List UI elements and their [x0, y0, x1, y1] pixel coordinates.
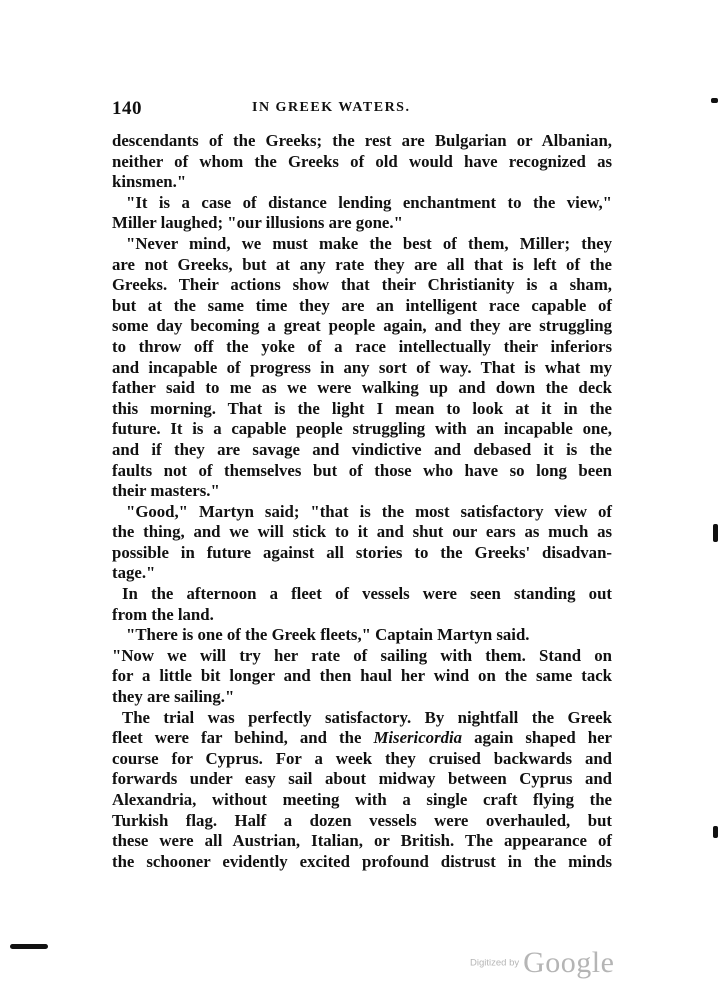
margin-speck — [711, 98, 718, 103]
text-line: Alexandria, without meeting with a single craft flying the — [112, 790, 612, 809]
body-text — [112, 131, 612, 872]
text-run: fleet were far behind, and the — [112, 728, 374, 748]
text-line: the thing, and we will stick to it and shut our ears as much as — [112, 522, 612, 542]
text-line: their masters." — [112, 481, 220, 501]
text-line: faults not of themselves but of those who have so long been — [112, 460, 612, 480]
text-line: Greeks. Their actions show that their Christianity is a sham, — [112, 275, 612, 295]
text-line: this morning. That is the light I mean to look at it in the — [112, 398, 612, 418]
text-line — [112, 728, 612, 749]
text-line: descendants of the Greeks; the rest are Bulgarian or Albanian, — [112, 131, 612, 150]
text-line: these were all Austrian, Italian, or British. The appearance of — [112, 831, 612, 851]
text-line: "Now we will try her rate of sailing with them. Stand on — [112, 645, 612, 665]
text-line: possible in future against all stories to the Greeks' disadvan- — [112, 542, 612, 562]
text-line: Miller laughed; "our illusions are gone." — [112, 213, 403, 233]
text-line: for a little bit longer and then haul her wind on the same tack — [112, 666, 612, 686]
text-line: kinsmen." — [112, 172, 187, 192]
text-line: are not Greeks, but at any rate they are all that is left of the — [112, 254, 612, 274]
text-line: they are sailing." — [112, 687, 235, 707]
text-line: course for Cyprus. For a week they cruised backwards and — [112, 748, 612, 768]
text-line: tage." — [112, 563, 156, 583]
digitized-watermark — [470, 946, 614, 980]
text-line: "It is a case of distance lending enchantment to the view," — [126, 192, 612, 212]
text-line: "There is one of the Greek fleets," Captain Martyn said. — [126, 625, 530, 645]
running-head: IN GREEK WATERS. — [252, 100, 411, 115]
text-line: the schooner evidently excited profound distrust in the minds — [112, 851, 612, 871]
text-line: neither of whom the Greeks of old would have recognized as — [112, 151, 612, 171]
text-run: again shaped her — [462, 728, 612, 748]
text-line: future. It is a capable people struggling with an incapable one, — [112, 419, 612, 439]
text-line: from the land. — [112, 604, 214, 624]
page-number: 140 — [112, 98, 142, 119]
margin-speck — [713, 524, 718, 542]
text-line: and if they are savage and vindictive and debased it is the — [112, 439, 612, 459]
text-line: Turkish flag. Half a dozen vessels were overhauled, but — [112, 810, 612, 830]
text-line: some day becoming a great people again, and they are struggling — [112, 316, 612, 336]
watermark-prefix: Digitized by — [470, 957, 520, 969]
text-line: but at the same time they are an intelligent race capable of — [112, 295, 612, 315]
text-line: father said to me as we were walking up and down the deck — [112, 378, 612, 398]
text-line: to throw off the yoke of a race intellectually their inferiors — [112, 336, 612, 356]
text-line: and incapable of progress in any sort of way. That is what my — [112, 357, 612, 377]
ship-name: Misericordia — [373, 728, 463, 748]
text-line: "Good," Martyn said; "that is the most satisfactory view of — [126, 501, 612, 521]
margin-speck — [713, 826, 718, 838]
text-line: "Never mind, we must make the best of them, Miller; they — [126, 233, 612, 253]
page-header — [112, 98, 612, 122]
text-line: The trial was perfectly satisfactory. By nightfall the Greek — [122, 707, 612, 727]
margin-speck — [10, 944, 48, 949]
google-logo: Google — [523, 946, 615, 979]
text-line: forwards under easy sail about midway between Cyprus and — [112, 769, 612, 789]
text-line: In the afternoon a fleet of vessels were seen standing out — [122, 584, 612, 604]
